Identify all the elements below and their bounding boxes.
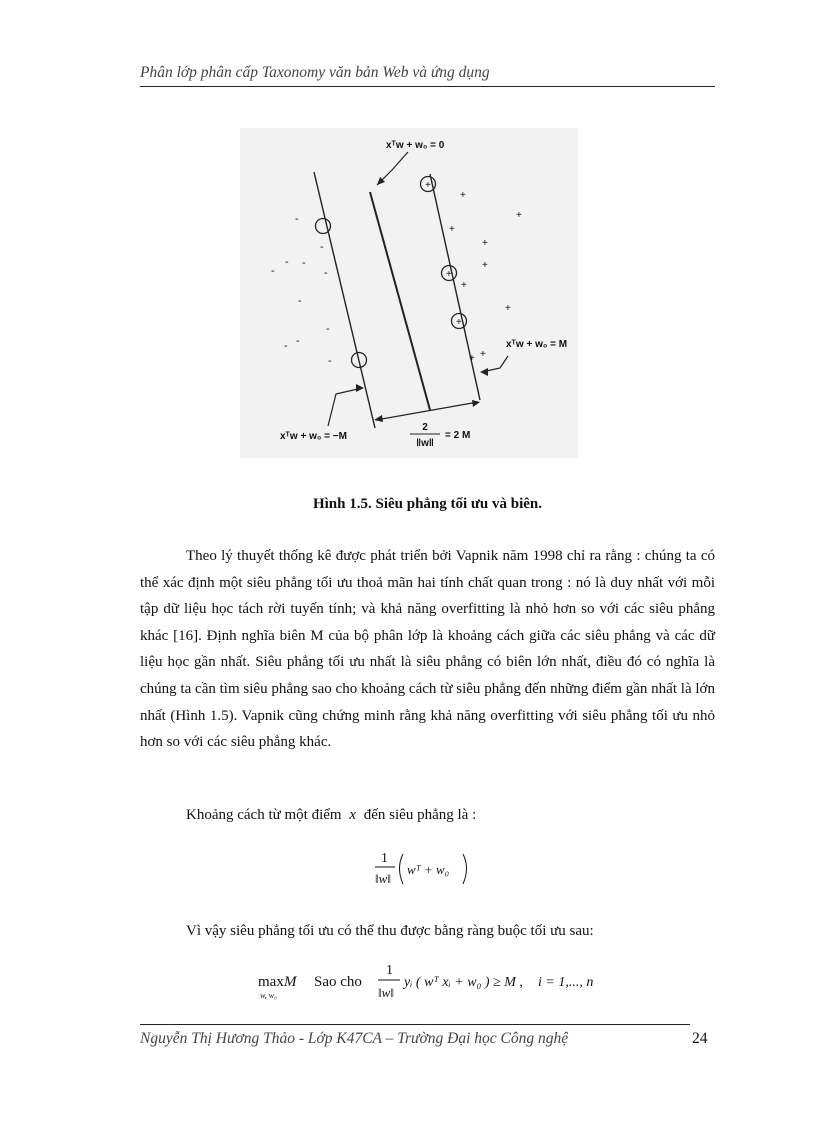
distance-sentence xyxy=(186,807,476,824)
positive-point: + xyxy=(449,224,455,235)
f2-max: max xyxy=(258,974,284,990)
svm-diagram xyxy=(240,128,578,458)
f2-denominator: ‖w‖ xyxy=(378,985,394,1000)
positive-point: + xyxy=(461,280,467,291)
support-vector xyxy=(316,219,331,234)
negative-points xyxy=(271,213,332,367)
negative-point: - xyxy=(296,335,300,347)
running-header: Phân lớp phân cấp Taxonomy văn bản Web và ứng dụng xyxy=(140,64,490,81)
margin-fraction-den: ‖w‖ xyxy=(416,438,434,449)
positive-point: + xyxy=(482,260,488,271)
f2-range: i = 1,..., n xyxy=(538,975,594,990)
negative-point: - xyxy=(295,213,299,225)
distance-var: x xyxy=(349,807,357,823)
negative-point: - xyxy=(302,257,306,269)
margin-arrowhead-left xyxy=(374,415,383,422)
left-margin-line xyxy=(314,172,375,428)
margin-fraction-rhs: = 2 M xyxy=(445,430,471,441)
positive-point: + xyxy=(480,349,486,360)
f1-denominator: ‖w‖ xyxy=(375,871,391,886)
right-margin-line xyxy=(430,174,480,400)
support-vector-mark: + xyxy=(425,180,431,191)
margin-arrowhead-right xyxy=(472,400,480,407)
f1-numerator: 1 xyxy=(381,851,388,866)
arrowhead-plus-margin xyxy=(480,368,488,376)
header-rule xyxy=(140,86,715,87)
f1-right-paren xyxy=(463,854,467,884)
positive-point: + xyxy=(469,353,475,364)
negative-point: - xyxy=(271,265,275,277)
arrow-minus-margin xyxy=(328,388,362,426)
negative-point: - xyxy=(326,323,330,335)
negative-point: - xyxy=(284,340,288,352)
body-paragraph xyxy=(140,543,715,756)
positive-point: + xyxy=(460,190,466,201)
optimization-formula xyxy=(258,960,618,1006)
negative-point: - xyxy=(285,256,289,268)
negative-point: - xyxy=(324,267,328,279)
f2-sao-cho: Sao cho xyxy=(314,974,362,990)
f1-left-paren xyxy=(400,854,404,884)
negative-point: - xyxy=(320,241,324,253)
support-vector-mark: + xyxy=(446,269,452,280)
support-vector-mark: + xyxy=(456,317,462,328)
margin-arrow xyxy=(376,402,478,420)
figure-caption: Hình 1.5. Siêu phẳng tối ưu và biên. xyxy=(312,496,543,512)
f2-body: yᵢ ( wᵀ xᵢ + w₀ ) ≥ M , xyxy=(404,975,523,990)
positive-points xyxy=(449,190,522,364)
footer-author: Nguyễn Thị Hương Thảo - Lớp K47CA – Trường Đại học Công nghệ xyxy=(140,1030,569,1047)
label-optimal-hyperplane: xᵀw + w₀ = 0 xyxy=(386,140,445,151)
distance-text-before: Khoảng cách từ một điểm xyxy=(186,807,342,823)
positive-point: + xyxy=(505,303,511,314)
margin-fraction-num: 2 xyxy=(422,422,428,433)
distance-text-after: đến siêu phẳng là : xyxy=(363,807,477,823)
svm-figure xyxy=(240,128,578,458)
f2-max-var: M xyxy=(284,974,297,990)
page-number: 24 xyxy=(692,1030,708,1047)
label-plus-margin: xᵀw + w₀ = M xyxy=(506,339,568,350)
f1-body: wᵀ + w₀ xyxy=(407,862,450,877)
intro-sentence: Vì vậy siêu phẳng tối ưu có thể thu được bằng ràng buộc tối ưu sau: xyxy=(186,923,594,939)
footer-rule xyxy=(140,1024,690,1025)
positive-point: + xyxy=(482,238,488,249)
negative-point: - xyxy=(328,355,332,367)
f2-numerator: 1 xyxy=(386,963,393,978)
negative-point: - xyxy=(298,295,302,307)
label-minus-margin: xᵀw + w₀ = −M xyxy=(280,431,347,442)
optimal-hyperplane-line xyxy=(370,192,430,410)
distance-formula xyxy=(374,846,474,892)
f2-max-sub: w, w₀ xyxy=(260,991,277,1000)
positive-point: + xyxy=(516,210,522,221)
arrowhead-minus-margin xyxy=(356,384,364,392)
paragraph-text: Theo lý thuyết thống kê được phát triển bởi Vapnik năm 1998 chỉ ra rằng : chúng ta có thể xác định một siêu phẳng tối ưu thoả mãn hai tính chất quan trong : nó là duy nhất với mỗi tập dữ liệu học tách rời tuyến tính; và khả năng overfitting là nhỏ hơn so với các siêu phẳng khác [16]. Định nghĩa biên M của bộ phân lớp là khoảng cách giữa các siêu phẳng và các dữ liệu học gần nhất. Siêu phẳng tối ưu nhất là siêu phẳng có biên lớn nhất, điều đó có nghĩa là chúng ta cần tìm siêu phẳng sao cho khoảng cách từ siêu phẳng đến những điểm gần nhất là lớn nhất (Hình 1.5). Vapnik cũng chứng minh rằng khả năng overfitting với siêu phẳng tối ưu nhỏ hơn so với các siêu phẳng khác. xyxy=(140,548,715,751)
